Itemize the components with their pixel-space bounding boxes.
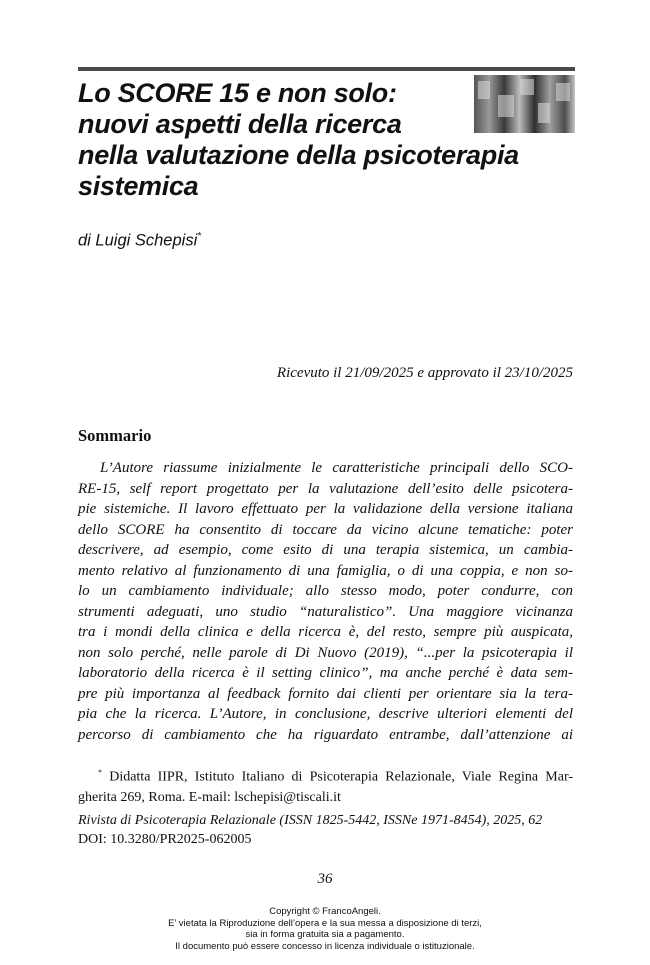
abstract-line: non solo perché, nelle parole di Di Nuovo (2019), “...per la psicoterapia il [78,644,573,661]
author-footnote [78,763,573,808]
title-line: nella valutazione della psicoterapia [78,140,519,170]
copyright-line: Copyright © FrancoAngeli. [269,906,381,917]
footnote-line: gherita 269, Roma. E-mail: lschepisi@tiscali.it [78,789,341,805]
journal-reference: Rivista di Psicoterapia Relazionale (ISSN 1825-5442, ISSNe 1971-8454), 2025, 62 [78,813,543,828]
author-byline [78,231,201,251]
abstract-line: mento relativo al funzionamento di una famiglia, o di una coppia, e non so- [78,562,573,579]
journal-citation [78,811,573,849]
title-rule [78,67,575,71]
abstract-line: laboratorio della ricerca è il setting clinico”, ma anche perché è data sem- [78,665,573,681]
copyright-line: sia in forma gratuita sia a pagamento. [245,929,405,940]
doi-reference: DOI: 10.3280/PR2025-062005 [78,832,252,847]
abstract-line: pie sistemiche. Il lavoro effettuato per la validazione della versione italiana [78,501,573,517]
footnote-marker: * [98,768,102,777]
author-footnote-marker: * [197,231,202,242]
article-title [78,78,548,202]
copyright-line: Il documento può essere concesso in licenza individuale o istituzionale. [175,940,475,952]
abstract-line: pre più importanza al feedback fornito dai clienti per orientare sia la tera- [78,685,573,702]
abstract-line: dello SCORE ha consentito di toccare da vicino alcune tematiche: poter [78,521,573,538]
copyright-line: E’ vietata la Riproduzione dell’opera e la sua messa a disposizione di terzi, [168,917,482,929]
abstract-line: pia che la ricerca. L’Autore, in conclusione, descrive ulteriori elementi del [78,706,573,722]
page-number: 36 [317,871,333,887]
author-name: di Luigi Schepisi [78,231,198,250]
section-heading: Sommario [78,426,152,445]
footnote-text: Didatta IIPR, Istituto Italiano di Psicoterapia Relazionale, Viale Regina Mar- [109,769,574,785]
title-line: Lo SCORE 15 e non solo: [78,78,397,108]
abstract-line: tra i mondi della clinica e della ricerca è, del resto, sempre più auspicata, [78,624,573,640]
abstract-line: strumenti adeguati, uno studio “naturalistico”. Una maggiore vicinanza [78,603,573,620]
footnote-line [78,763,573,788]
abstract-line: percorso di cambiamento che ha riguardato entrambe, dall’attenzione ai [78,726,573,743]
title-line: nuovi aspetti della ricerca [78,109,402,139]
abstract-line: lo un cambiamento individuale; allo stesso modo, poter condurre, con [78,583,573,599]
abstract-line: descrivere, ad esempio, come esito di una terapia sistemica, un cambia- [78,542,573,558]
abstract-line: RE-15, self report progettato per la valutazione dell’esito delle psicotera- [78,480,573,497]
abstract-body [78,458,573,745]
abstract-line: L’Autore riassume inizialmente le caratteristiche principali dello SCO- [100,460,573,476]
received-date: Ricevuto il 21/09/2025 e approvato il 23/10/2025 [276,365,573,381]
copyright-notice [0,906,650,952]
title-line: sistemica [78,171,199,201]
